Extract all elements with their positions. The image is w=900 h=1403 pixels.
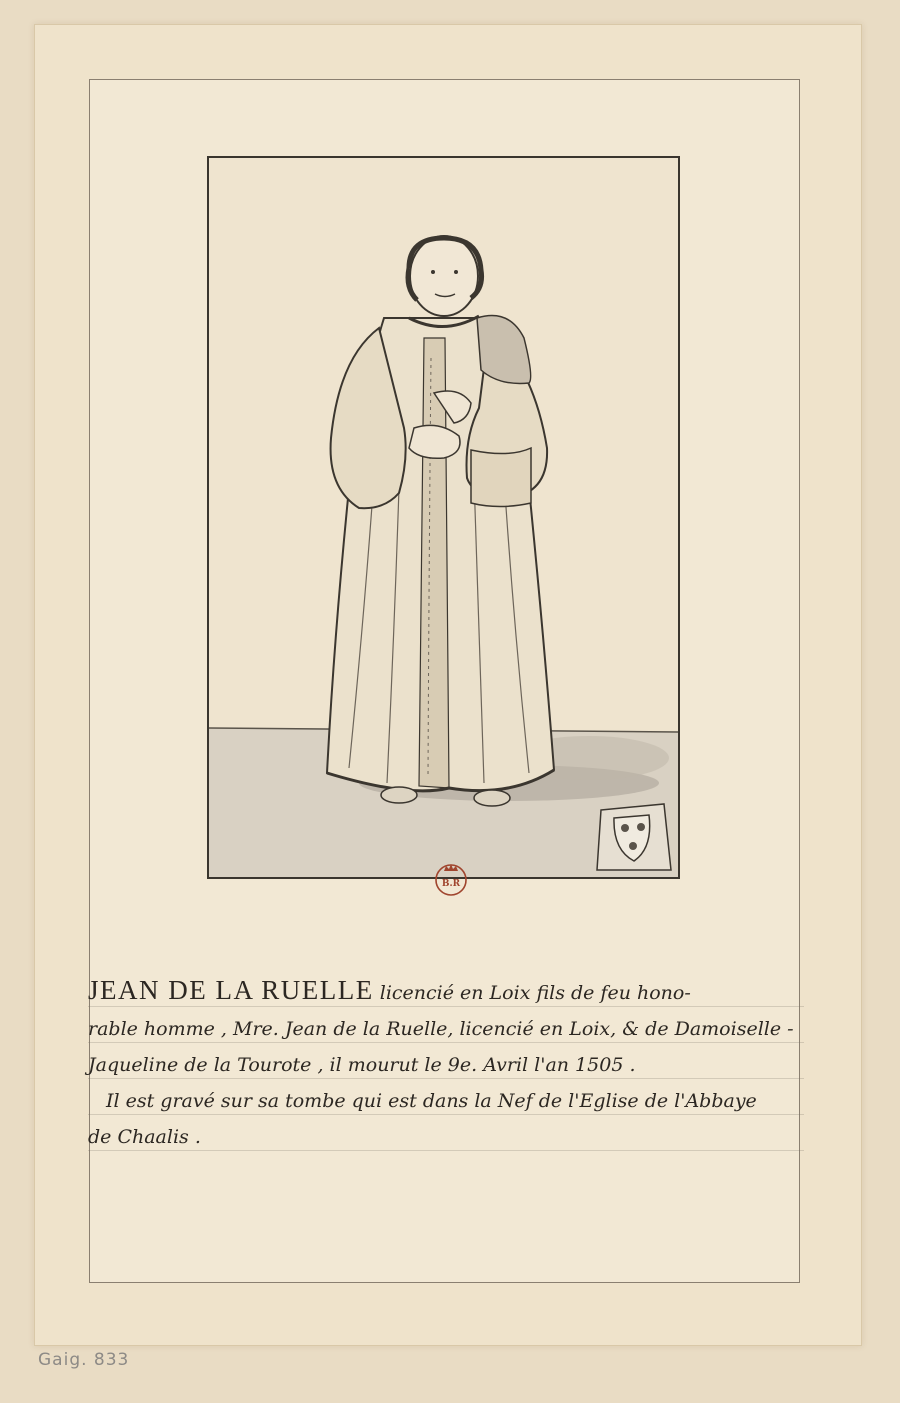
caption-line-2: rable homme , Mre. Jean de la Ruelle, licencié en Loix, & de Damoiselle - <box>88 1018 794 1040</box>
caption-block <box>88 972 808 1155</box>
figure-drawing <box>209 158 678 877</box>
subject-name: JEAN DE LA RUELLE <box>88 975 374 1005</box>
caption-line-4: Il est gravé sur sa tombe qui est dans la Nef de l'Eglise de l'Abbaye <box>106 1090 757 1112</box>
caption-line-5: de Chaalis . <box>88 1126 201 1148</box>
library-stamp <box>433 858 469 898</box>
caption-line-1-rest: licencié en Loix fils de feu hono- <box>373 982 691 1004</box>
inventory-number: Gaig. 833 <box>38 1350 130 1370</box>
caption-line-3: Jaqueline de la Tourote , il mourut le 9e. Avril l'an 1505 . <box>88 1054 636 1076</box>
stamp-text: B.R <box>441 879 461 889</box>
illustration-frame <box>207 156 680 879</box>
caption-line-1 <box>88 972 808 1011</box>
